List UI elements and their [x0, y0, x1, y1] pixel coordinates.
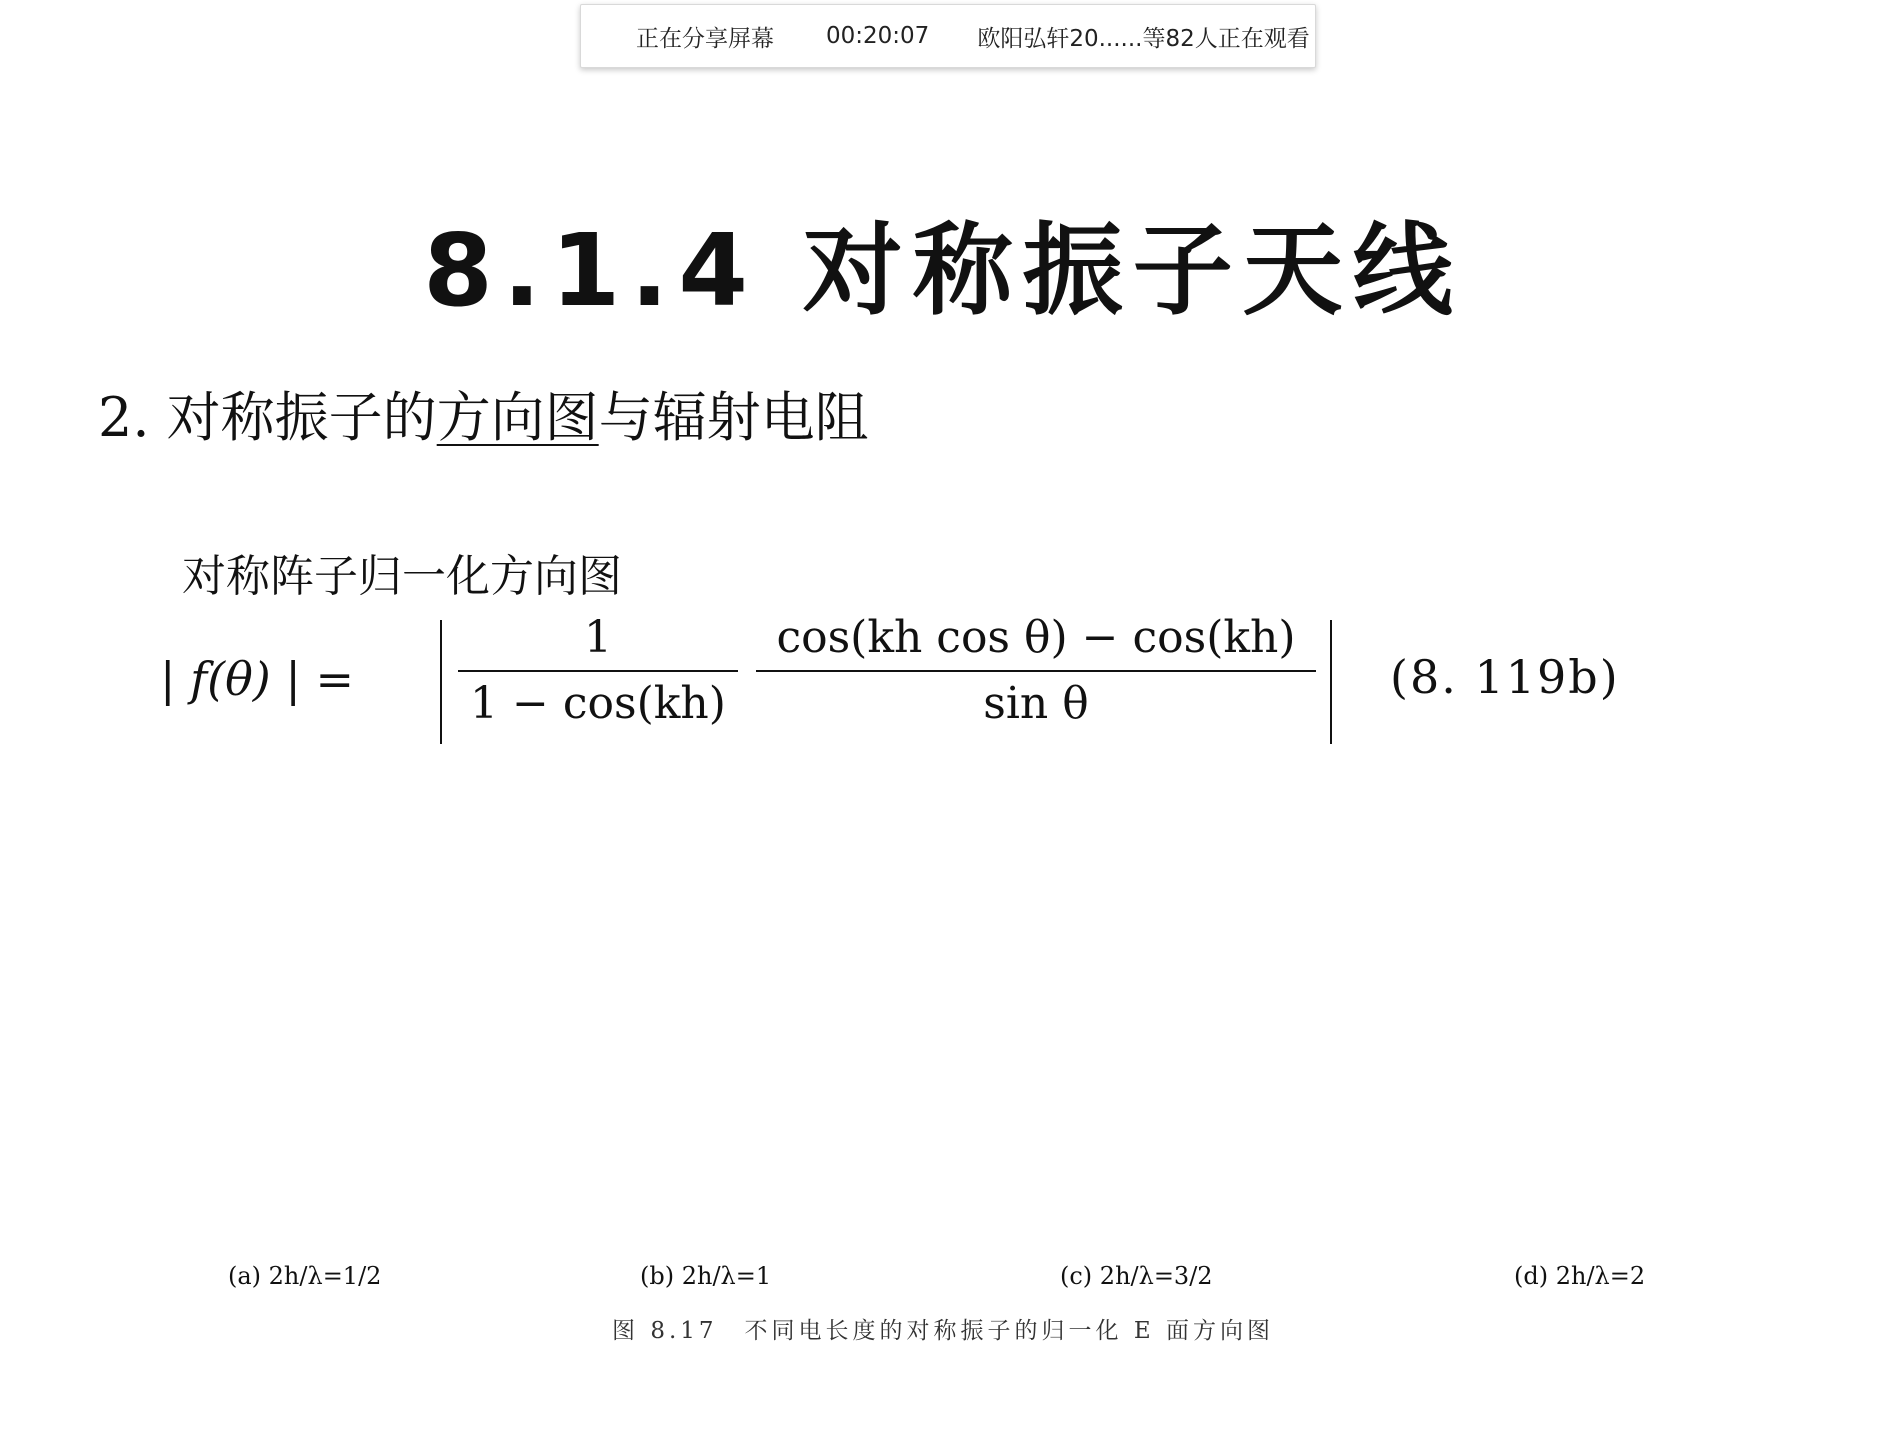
fraction-2-line — [756, 670, 1316, 672]
fraction-2 — [756, 610, 1316, 732]
fraction-1-denominator: 1 − cos(kh) — [470, 678, 726, 729]
fraction-2-numerator: cos(kh cos θ) − cos(kh) — [776, 612, 1296, 663]
polar-plot-a-svg — [112, 845, 492, 1265]
plot-caption-b: (b) 2h/λ=1 — [640, 1262, 772, 1290]
figure-caption: 图 8.17 不同电长度的对称振子的归一化 E 面方向图 — [612, 1318, 1274, 1344]
share-timer: 00:20:07 — [826, 23, 930, 49]
polar-plot-b-svg — [518, 845, 898, 1265]
plot-caption-c: (c) 2h/λ=3/2 — [1060, 1262, 1213, 1290]
plot-caption-d: (d) 2h/λ=2 — [1514, 1262, 1646, 1290]
heading-suffix: 与辐射电阻 — [598, 386, 869, 449]
equation — [160, 610, 1660, 750]
subheading: 对称阵子归一化方向图 — [182, 551, 622, 602]
polar-plot-c — [962, 845, 1342, 1269]
plot-caption-a: (a) 2h/λ=1/2 — [228, 1262, 382, 1290]
abs-bar-left — [440, 620, 442, 744]
heading-underlined: 方向图 — [436, 386, 599, 449]
abs-bar-right — [1330, 620, 1332, 744]
fraction-1-line — [458, 670, 738, 672]
equation-lhs: | f(θ) | = — [160, 652, 355, 706]
fraction-2-denominator: sin θ — [983, 678, 1089, 729]
polar-plot-d — [1412, 845, 1792, 1269]
share-status: 正在分享屏幕 — [636, 25, 774, 52]
polar-plot-d-svg — [1412, 845, 1792, 1265]
polar-plot-c-svg — [962, 845, 1342, 1265]
screen-share-bar[interactable] — [580, 4, 1316, 68]
viewer-count[interactable]: 欧阳弘轩20......等82人正在观看 — [977, 25, 1310, 52]
fraction-1 — [458, 610, 738, 732]
slide-title: 8.1.4 对称振子天线 — [423, 212, 1463, 329]
polar-plot-b — [518, 845, 898, 1269]
polar-plot-a — [112, 845, 492, 1269]
heading-prefix: 2. 对称振子的 — [98, 386, 437, 449]
equation-number: (8. 119b) — [1390, 650, 1620, 704]
section-heading — [98, 375, 869, 452]
fraction-1-numerator: 1 — [584, 612, 612, 663]
